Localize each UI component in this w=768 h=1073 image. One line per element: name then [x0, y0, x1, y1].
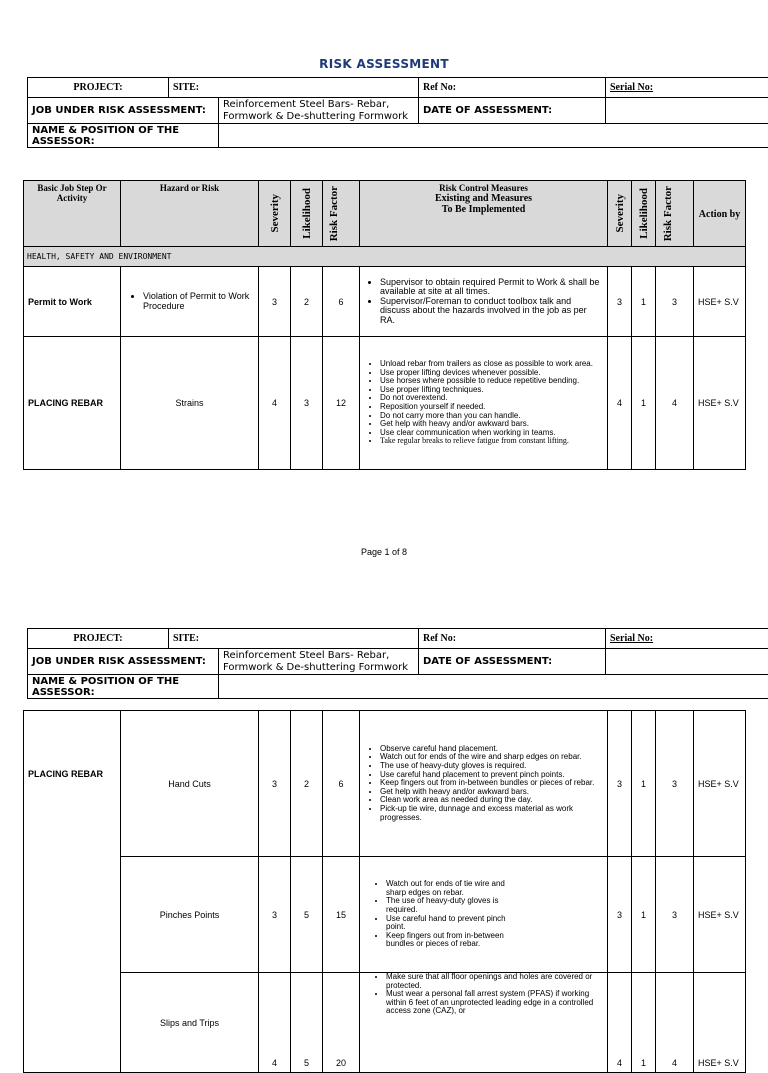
job-value	[219, 649, 419, 675]
control-item: • Supervisor/Foreman to conduct toolbox talk and discuss about the hazards involved in the job as per RA.	[380, 297, 603, 326]
risk-cell: 20	[323, 973, 360, 1073]
activity-cell: PLACING REBAR	[24, 711, 121, 1073]
col-likelihood-header: Likelihood	[301, 188, 313, 239]
job-value	[219, 98, 419, 124]
header-table-page1	[27, 77, 768, 148]
site-label: SITE:	[169, 78, 419, 98]
control-item: • Use proper lifting devices whenever possible.	[380, 369, 603, 378]
site-label: SITE:	[169, 629, 419, 649]
control-item: • Unload rebar from trailers as close as possible to work area.	[380, 360, 603, 369]
likelihood-cell: 5	[291, 973, 323, 1073]
severity-cell: 3	[259, 711, 291, 857]
ref-label: Ref No:	[419, 629, 606, 649]
res-risk-cell: 3	[656, 267, 694, 337]
assessor-label	[28, 124, 219, 148]
job-label: JOB UNDER RISK ASSESSMENT:	[28, 98, 219, 124]
assessor-value	[219, 675, 768, 699]
res-severity-cell: 3	[608, 267, 632, 337]
hazard-cell: Hand Cuts	[121, 711, 259, 857]
risk-cell: 12	[323, 337, 360, 470]
col-res-severity-header: Severity	[614, 194, 626, 232]
control-item: • Watch out for ends of tie wire and sharp edges on rebar.	[386, 880, 513, 897]
severity-cell: 3	[259, 267, 291, 337]
control-item: • Keep fingers out from in-between bundles or pieces of rebar.	[386, 932, 513, 949]
assessor-value	[219, 124, 768, 148]
job-value-line1: Reinforcement Steel Bars- Rebar,	[223, 99, 414, 111]
page-number: Page 1 of 8	[0, 547, 768, 557]
control-item: • Keep fingers out from in-between bundles or pieces of rebar.	[380, 779, 603, 788]
job-value-line1: Reinforcement Steel Bars- Rebar,	[223, 650, 414, 662]
res-risk-cell: 3	[656, 857, 694, 973]
action-cell: HSE+ S.V	[694, 267, 746, 337]
res-severity-cell: 4	[608, 973, 632, 1073]
col-severity-header: Severity	[269, 194, 281, 232]
table-row	[24, 711, 746, 857]
res-likelihood-cell: 1	[632, 337, 656, 470]
header-table-page2	[27, 628, 768, 699]
control-item: • Get help with heavy and/or awkward bars.	[380, 788, 603, 797]
assessor-label-line2: ASSESSOR:	[32, 136, 214, 147]
date-value	[606, 649, 768, 675]
res-risk-cell: 3	[656, 711, 694, 857]
ref-label: Ref No:	[419, 78, 606, 98]
control-item: • The use of heavy-duty gloves is required.	[380, 762, 603, 771]
controls-cell	[360, 267, 608, 337]
col-hazard-header: Hazard or Risk	[121, 181, 259, 247]
hazard-cell	[121, 267, 259, 337]
table-row	[24, 267, 746, 337]
section-header: HEALTH, SAFETY AND ENVIRONMENT	[24, 247, 746, 267]
hazard-item: • Violation of Permit to Work Procedure	[143, 292, 254, 311]
col-res-risk-header: Risk Factor	[662, 186, 688, 241]
control-item: • Use horses where possible to reduce repetitive bending.	[380, 377, 603, 386]
control-item: • Watch out for ends of the wire and sharp edges on rebar.	[380, 753, 603, 762]
control-item: • Use proper lifting techniques.	[380, 386, 603, 395]
res-severity-cell: 3	[608, 857, 632, 973]
controls-cell	[360, 857, 608, 973]
action-cell: HSE+ S.V	[694, 711, 746, 857]
res-likelihood-cell: 1	[632, 857, 656, 973]
action-cell: HSE+ S.V	[694, 857, 746, 973]
assessor-label-line1: NAME & POSITION OF THE	[32, 125, 214, 136]
col-res-likelihood-header: Likelihood	[638, 188, 650, 239]
controls-cell	[360, 337, 608, 470]
date-label: DATE OF ASSESSMENT:	[419, 98, 606, 124]
likelihood-cell: 5	[291, 857, 323, 973]
action-cell: HSE+ S.V	[694, 337, 746, 470]
col-risk-header: Risk Factor	[328, 186, 354, 241]
control-item: • Use clear communication when working in teams.	[380, 429, 603, 438]
controls-header-line2: Existing and Measures	[364, 193, 603, 204]
res-risk-cell: 4	[656, 337, 694, 470]
res-likelihood-cell: 1	[632, 711, 656, 857]
severity-cell: 4	[259, 337, 291, 470]
control-item: • Clean work area as needed during the day.	[380, 796, 603, 805]
job-label: JOB UNDER RISK ASSESSMENT:	[28, 649, 219, 675]
control-item: • Take regular breaks to relieve fatigue from constant lifting.	[380, 437, 603, 446]
hazard-cell: Slips and Trips	[121, 973, 259, 1073]
job-value-line2: Formwork & De-shuttering Formwork	[223, 662, 414, 674]
severity-cell: 3	[259, 857, 291, 973]
severity-cell: 4	[259, 973, 291, 1073]
controls-cell	[360, 711, 608, 857]
col-action-header: Action by	[694, 181, 746, 247]
likelihood-cell: 3	[291, 337, 323, 470]
controls-header-line1: Risk Control Measures	[364, 183, 603, 193]
risk-cell: 6	[323, 711, 360, 857]
job-value-line2: Formwork & De-shuttering Formwork	[223, 111, 414, 123]
control-item: • The use of heavy-duty gloves is required.	[386, 897, 513, 914]
risk-cell: 15	[323, 857, 360, 973]
res-likelihood-cell: 1	[632, 973, 656, 1073]
date-label: DATE OF ASSESSMENT:	[419, 649, 606, 675]
control-item: • Supervisor to obtain required Permit to Work & shall be available at site at all times.	[380, 278, 603, 297]
control-item: • Must wear a personal fall arrest system (PFAS) if working within 6 feet of an unprotected leading edge in a controlled access zone (CAZ), or	[386, 990, 603, 1016]
res-likelihood-cell: 1	[632, 267, 656, 337]
serial-label: Serial No:	[606, 629, 768, 649]
activity-cell: PLACING REBAR	[24, 337, 121, 470]
col-controls-header	[360, 181, 608, 247]
assessor-label-line1: NAME & POSITION OF THE	[32, 676, 214, 687]
control-item: • Observe careful hand placement.	[380, 745, 603, 754]
risk-table-page2	[23, 710, 746, 1073]
document-title: RISK ASSESSMENT	[0, 57, 768, 71]
control-item: • Reposition yourself if needed.	[380, 403, 603, 412]
res-severity-cell: 4	[608, 337, 632, 470]
control-item: • Do not overextend.	[380, 394, 603, 403]
hazard-cell: Strains	[121, 337, 259, 470]
risk-cell: 6	[323, 267, 360, 337]
hazard-cell: Pinches Points	[121, 857, 259, 973]
control-item: • Pick-up tie wire, dunnage and excess material as work progresses.	[380, 805, 603, 822]
action-cell: HSE+ S.V	[694, 973, 746, 1073]
date-value	[606, 98, 768, 124]
control-item: • Use careful hand placement to prevent pinch points.	[380, 771, 603, 780]
control-item: • Do not carry more than you can handle.	[380, 412, 603, 421]
table-row	[24, 857, 746, 973]
likelihood-cell: 2	[291, 711, 323, 857]
assessor-label-line2: ASSESSOR:	[32, 687, 214, 698]
activity-cell: Permit to Work	[24, 267, 121, 337]
col-step-header: Basic Job Step Or Activity	[24, 181, 121, 247]
assessor-label	[28, 675, 219, 699]
control-item: • Use careful hand to prevent pinch point.	[386, 915, 513, 932]
table-row	[24, 973, 746, 1073]
res-risk-cell: 4	[656, 973, 694, 1073]
res-severity-cell: 3	[608, 711, 632, 857]
serial-label: Serial No:	[606, 78, 768, 98]
project-label: PROJECT:	[28, 78, 169, 98]
risk-table-page1	[23, 180, 746, 470]
controls-header-line3: To Be Implemented	[364, 204, 603, 215]
control-item: • Make sure that all floor openings and holes are covered or protected.	[386, 973, 603, 990]
table-row	[24, 337, 746, 470]
control-item: • Get help with heavy and/or awkward bars.	[380, 420, 603, 429]
project-label: PROJECT:	[28, 629, 169, 649]
controls-cell	[360, 973, 608, 1073]
likelihood-cell: 2	[291, 267, 323, 337]
